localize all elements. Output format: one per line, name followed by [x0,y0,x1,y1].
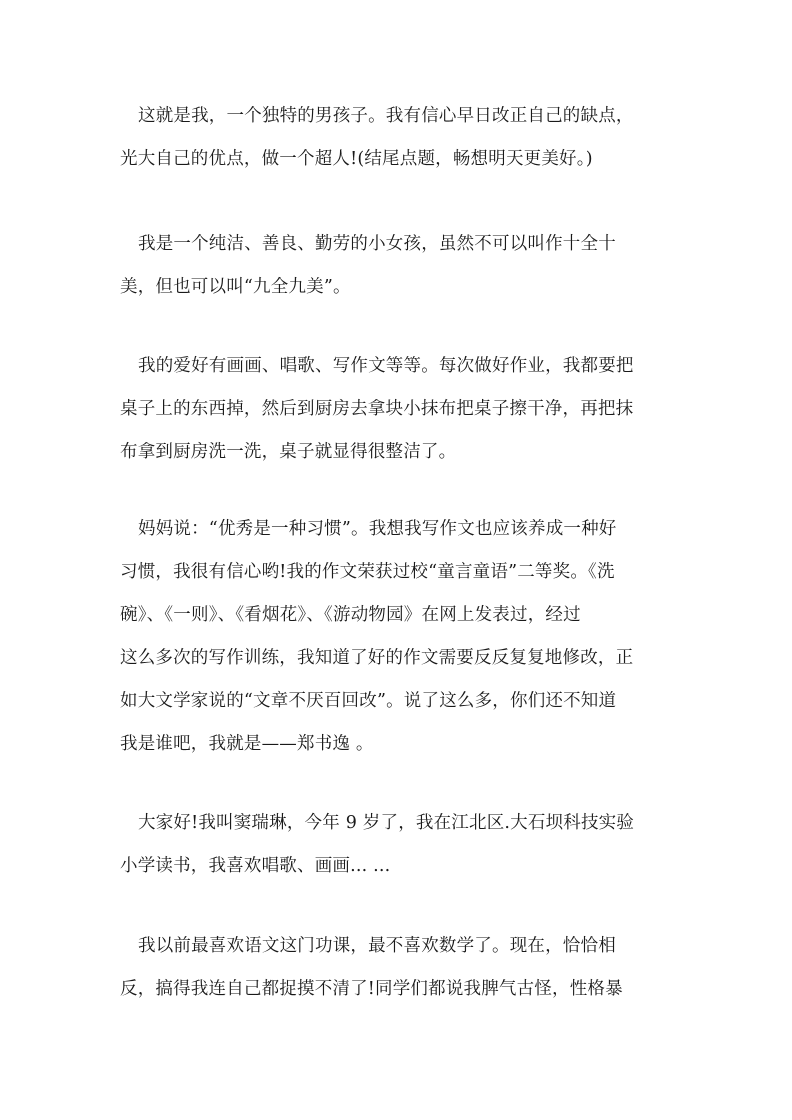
paragraph-5 [120,802,680,888]
text-line: 碗》、《一则》、《看烟花》、《游动物园》在网上发表过，经过 [120,605,581,625]
text-line: 习惯，我很有信心哟!我的作文荣获过校“童言童语”二等奖。《洗 [120,562,615,582]
text-line: 大家好!我叫窦瑞琳，今年 9 岁了，我在江北区.大石坝科技实验 [138,813,635,833]
text-line: 我是一个纯洁、善良、勤劳的小女孩，虽然不可以叫作十全十 [138,234,616,254]
text-line: 我是谁吧，我就是——郑书逸 。 [120,734,374,754]
text-line: 这么多次的写作训练，我知道了好的作文需要反反复复地修改，正 [120,648,634,668]
text-line: 这就是我，一个独特的男孩子。我有信心早日改正自己的缺点， [138,106,634,126]
text-line: 如大文学家说的“文章不厌百回改”。说了这么多，你们还不知道 [120,691,617,711]
text-line: 妈妈说：“优秀是一种习惯”。我想我写作文也应该养成一种好 [138,519,617,539]
text-line: 小学读书，我喜欢唱歌、画画... ... [120,856,391,876]
text-line: 反，搞得我连自己都捉摸不清了!同学们都说我脾气古怪，性格暴 [120,979,623,999]
text-line: 美，但也可以叫“九全九美”。 [120,277,351,297]
text-line: 光大自己的优点，做一个超人!(结尾点题，畅想明天更美好。) [120,149,593,169]
text-line: 我以前最喜欢语文这门功课，最不喜欢数学了。现在，恰恰相 [138,936,616,956]
paragraph-6 [120,925,680,1011]
paragraph-2 [120,223,680,309]
paragraph-1 [120,95,680,181]
text-line: 布拿到厨房洗一洗，桌子就显得很整洁了。 [120,442,457,462]
text-line: 桌子上的东西掉，然后到厨房去拿块小抹布把桌子擦干净，再把抹 [120,399,634,419]
paragraph-4 [120,508,680,766]
paragraph-3 [120,345,680,474]
text-line: 我的爱好有画画、唱歌、写作文等等。每次做好作业，我都要把 [138,356,634,376]
